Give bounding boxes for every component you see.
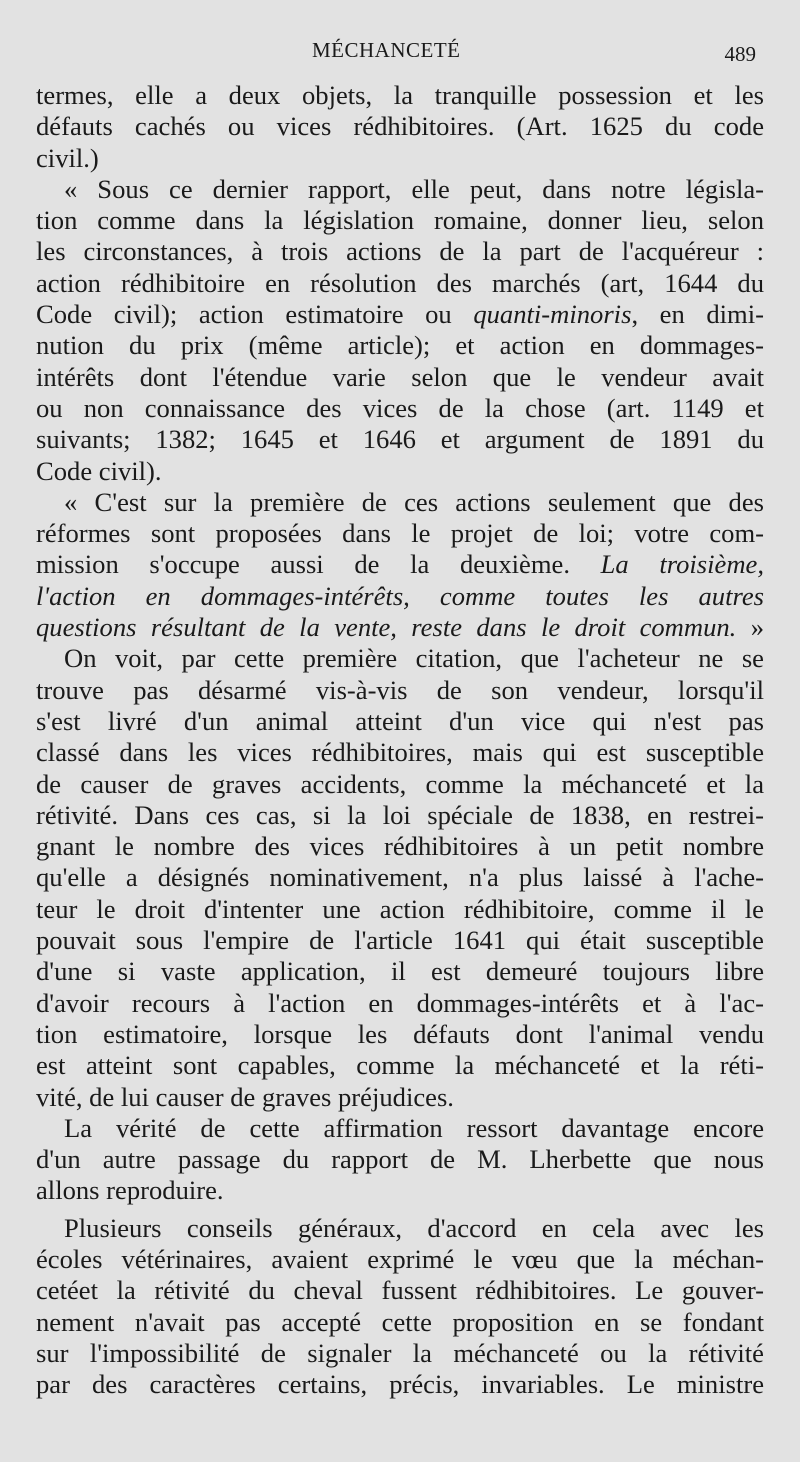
text-line: On voit, par cette première citation, que l'acheteur ne se xyxy=(64,643,764,674)
page-number: 489 xyxy=(724,42,756,66)
text-line: d'un autre passage du rapport de M. Lherbette que nous xyxy=(36,1144,764,1175)
text-line: réformes sont proposées dans le projet de loi; votre com- xyxy=(36,518,764,549)
text-line: allons reproduire. xyxy=(36,1175,224,1206)
text-fragment: » xyxy=(736,612,764,643)
text-line: l'action en dommages-intérêts, comme toutes les autres xyxy=(36,580,764,611)
text-line: vité, de lui causer de graves préjudices. xyxy=(36,1081,454,1112)
text-line: La vérité de cette affirmation ressort davantage encore xyxy=(64,1112,764,1143)
text-line: nement n'avait pas accepté cette proposition en se fondant xyxy=(36,1306,764,1337)
text-line: est atteint sont capables, comme la méchanceté et la réti- xyxy=(36,1050,764,1081)
italic-fragment: quanti-minoris xyxy=(473,299,632,330)
text-line: nution du prix (même article); et action en dommages- xyxy=(36,330,764,361)
text-line: « Sous ce dernier rapport, elle peut, dans notre législa- xyxy=(64,173,764,204)
text-line: par des caractères certains, précis, invariables. Le ministre xyxy=(36,1369,764,1400)
text-line: action rédhibitoire en résolution des marchés (art, 1644 du xyxy=(36,267,764,298)
text-line xyxy=(36,299,764,330)
text-fragment: mission s'occupe aussi de la deuxième. xyxy=(36,549,601,580)
text-line: tion comme dans la législation romaine, donner lieu, selon xyxy=(36,205,764,236)
text-line: de causer de graves accidents, comme la méchanceté et la xyxy=(36,768,764,799)
text-line: cetéet la rétivité du cheval fussent rédhibitoires. Le gouver- xyxy=(36,1275,764,1306)
text-line: « C'est sur la première de ces actions seulement que des xyxy=(64,486,764,517)
text-line: trouve pas désarmé vis-à-vis de son vendeur, lorsqu'il xyxy=(36,674,764,705)
text-line: les circonstances, à trois actions de la part de l'acquéreur : xyxy=(36,236,764,267)
page-header xyxy=(0,38,800,70)
text-line: suivants; 1382; 1645 et 1646 et argument de 1891 du xyxy=(36,424,764,455)
text-line: classé dans les vices rédhibitoires, mais qui est susceptible xyxy=(36,737,764,768)
text-line: d'une si vaste application, il est demeuré toujours libre xyxy=(36,956,764,987)
text-line: gnant le nombre des vices rédhibitoires à un petit nombre xyxy=(36,831,764,862)
text-fragment: Code civil); action estimatoire ou xyxy=(36,299,474,330)
text-line: pouvait sous l'empire de l'article 1641 qui était susceptible xyxy=(36,925,764,956)
text-fragment: , en dimi- xyxy=(631,299,764,330)
text-line: civil.) xyxy=(36,142,99,173)
text-line: ou non connaissance des vices de la chose (art. 1149 et xyxy=(36,392,764,423)
text-line: intérêts dont l'étendue varie selon que le vendeur avait xyxy=(36,361,764,392)
text-line xyxy=(36,612,764,643)
text-line: sur l'impossibilité de signaler la méchanceté ou la rétivité xyxy=(36,1337,764,1368)
text-line: tion estimatoire, lorsque les défauts dont l'animal vendu xyxy=(36,1018,764,1049)
body-text xyxy=(36,80,764,1400)
running-head: MÉCHANCETÉ xyxy=(312,38,461,62)
text-line: écoles vétérinaires, avaient exprimé le vœu que la méchan- xyxy=(36,1243,764,1274)
text-line: rétivité. Dans ces cas, si la loi spéciale de 1838, en restrei- xyxy=(36,799,764,830)
italic-fragment: questions résultant de la vente, reste dans le droit commun. xyxy=(36,612,737,643)
italic-fragment: La troisième, xyxy=(600,549,764,580)
text-line: Code civil). xyxy=(36,455,162,486)
text-line: défauts cachés ou vices rédhibitoires. (Art. 1625 du code xyxy=(36,111,764,142)
text-line: qu'elle a désignés nominativement, n'a plus laissé à l'ache- xyxy=(36,862,764,893)
text-line: Plusieurs conseils généraux, d'accord en cela avec les xyxy=(64,1212,764,1243)
text-line xyxy=(36,549,764,580)
text-line: s'est livré d'un animal atteint d'un vice qui n'est pas xyxy=(36,705,764,736)
text-line: teur le droit d'intenter une action rédhibitoire, comme il le xyxy=(36,893,764,924)
text-line: termes, elle a deux objets, la tranquille possession et les xyxy=(36,80,764,110)
text-line: d'avoir recours à l'action en dommages-intérêts et à l'ac- xyxy=(36,987,764,1018)
